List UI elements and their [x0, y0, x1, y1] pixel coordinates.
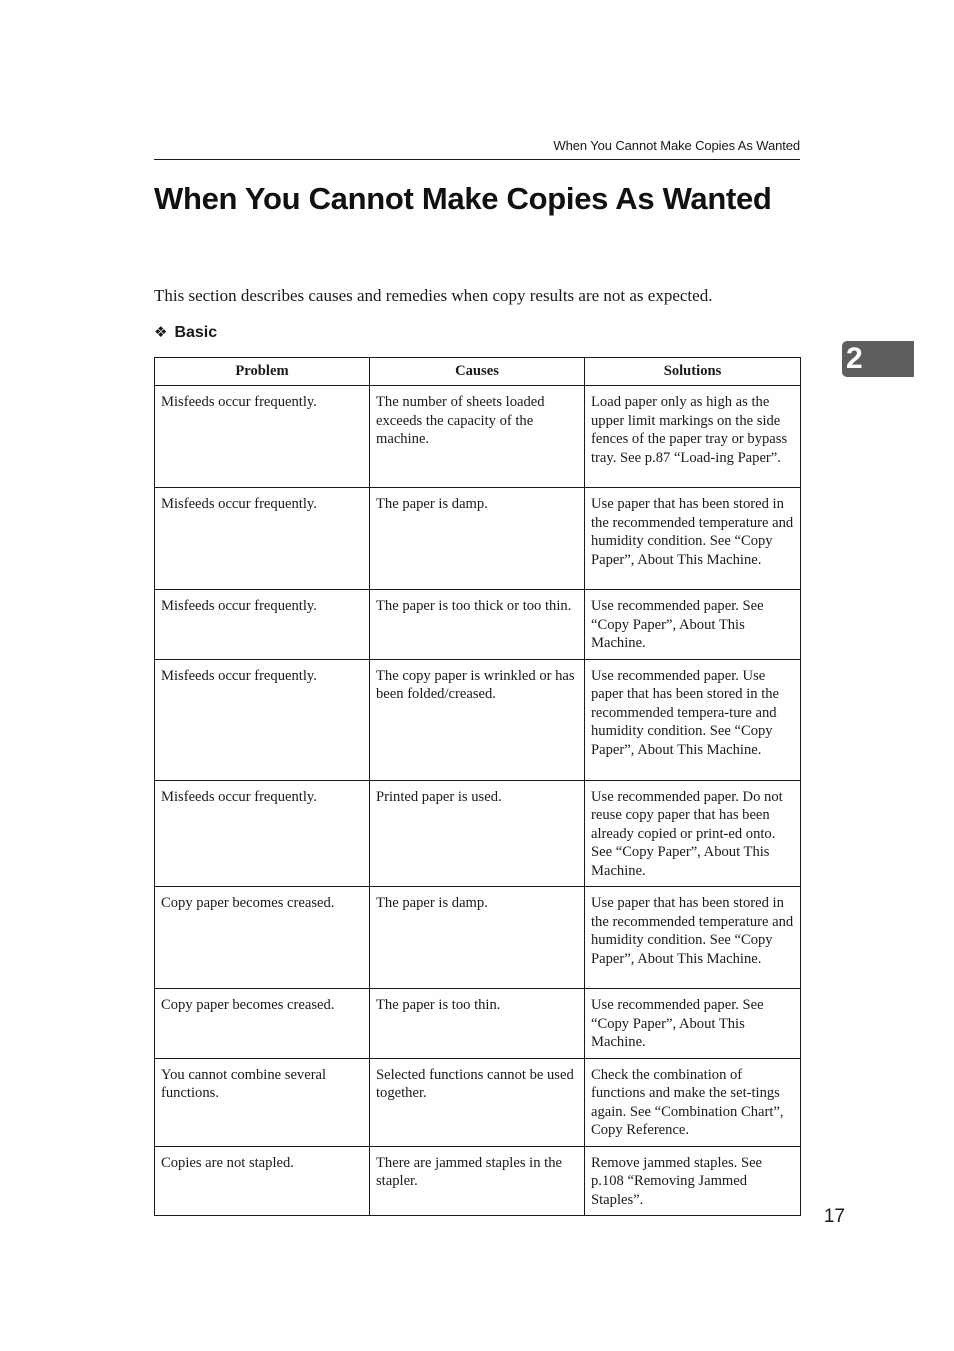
problem-cell: Misfeeds occur frequently.	[155, 488, 370, 590]
problem-cell: You cannot combine several functions.	[155, 1058, 370, 1146]
section-heading	[154, 322, 217, 344]
problem-cell: Misfeeds occur frequently.	[155, 386, 370, 488]
column-header-causes: Causes	[370, 358, 585, 386]
cause-cell: Selected functions cannot be used together.	[370, 1058, 585, 1146]
cause-cell: The paper is damp.	[370, 488, 585, 590]
column-header-problem: Problem	[155, 358, 370, 386]
problem-cell: Misfeeds occur frequently.	[155, 590, 370, 660]
cause-cell: The number of sheets loaded exceeds the capacity of the machine.	[370, 386, 585, 488]
problem-cell: Copies are not stapled.	[155, 1146, 370, 1216]
page-number: 17	[823, 1206, 845, 1227]
column-header-solutions: Solutions	[585, 358, 801, 386]
cause-cell: There are jammed staples in the stapler.	[370, 1146, 585, 1216]
cause-cell: The paper is too thin.	[370, 989, 585, 1059]
table-row	[155, 1058, 801, 1146]
problem-cell: Copy paper becomes creased.	[155, 989, 370, 1059]
page-title: When You Cannot Make Copies As Wanted	[154, 181, 772, 216]
intro-paragraph: This section describes causes and remedies when copy results are not as expected.	[154, 286, 713, 305]
running-header: When You Cannot Make Copies As Wanted	[553, 138, 800, 153]
table-row	[155, 1146, 801, 1216]
cause-cell: The paper is too thick or too thin.	[370, 590, 585, 660]
solution-cell: Use recommended paper. Do not reuse copy paper that has been already copied or print-ed onto. See “Copy Paper”, About This Machine.	[585, 780, 801, 887]
problem-cell: Copy paper becomes creased.	[155, 887, 370, 989]
cause-cell: Printed paper is used.	[370, 780, 585, 887]
table-row	[155, 659, 801, 780]
solution-cell: Use recommended paper. Use paper that has been stored in the recommended tempera-ture and humidity condition. See “Copy Paper”, About This Machine.	[585, 659, 801, 780]
solution-cell: Load paper only as high as the upper limit markings on the side fences of the paper tray or bypass tray. See p.87 “Load-ing Paper”.	[585, 386, 801, 488]
problem-cell: Misfeeds occur frequently.	[155, 659, 370, 780]
table-row	[155, 780, 801, 887]
cause-cell: The copy paper is wrinkled or has been folded/creased.	[370, 659, 585, 780]
solution-cell: Use paper that has been stored in the recommended temperature and humidity condition. See “Copy Paper”, About This Machine.	[585, 887, 801, 989]
chapter-tab: 2	[842, 341, 914, 377]
table-row	[155, 488, 801, 590]
solution-cell: Remove jammed staples. See p.108 “Removing Jammed Staples”.	[585, 1146, 801, 1216]
table-header-row	[155, 358, 801, 386]
solution-cell: Use recommended paper. See “Copy Paper”, About This Machine.	[585, 590, 801, 660]
solution-cell: Use paper that has been stored in the recommended temperature and humidity condition. See “Copy Paper”, About This Machine.	[585, 488, 801, 590]
solution-cell: Use recommended paper. See “Copy Paper”, About This Machine.	[585, 989, 801, 1059]
troubleshooting-table	[154, 357, 801, 1216]
diamond-bullet-icon: ❖	[154, 324, 168, 341]
header-rule	[154, 159, 800, 160]
problem-cell: Misfeeds occur frequently.	[155, 780, 370, 887]
table-row	[155, 887, 801, 989]
solution-cell: Check the combination of functions and make the set-tings again. See “Combination Chart”, Copy Reference.	[585, 1058, 801, 1146]
cause-cell: The paper is damp.	[370, 887, 585, 989]
table-row	[155, 989, 801, 1059]
section-heading-label: Basic	[174, 324, 218, 341]
table-row	[155, 590, 801, 660]
table-row	[155, 386, 801, 488]
